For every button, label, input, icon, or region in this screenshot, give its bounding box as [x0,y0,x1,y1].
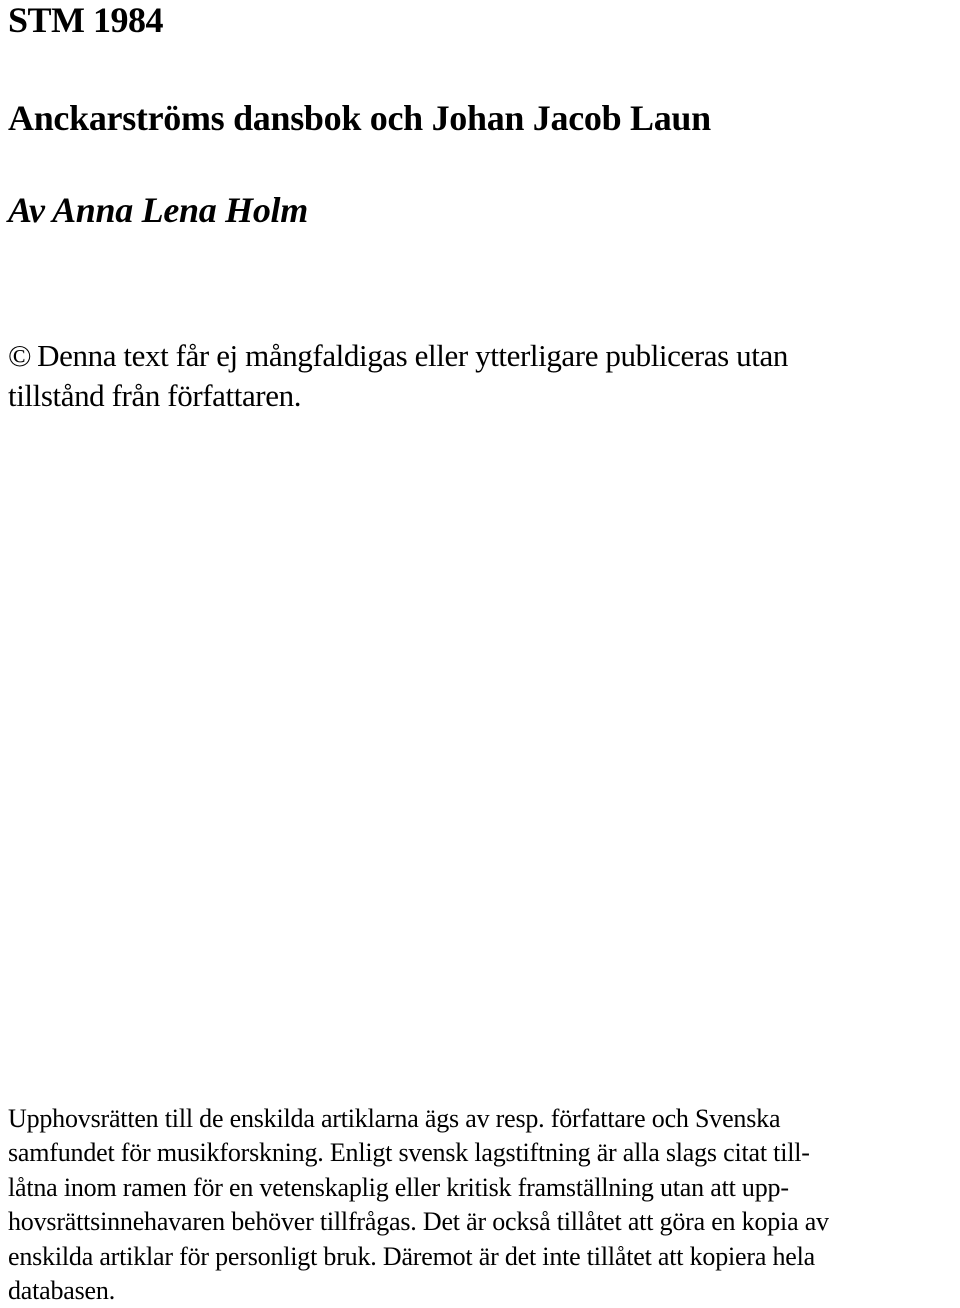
rights-statement [8,1102,958,1308]
copyright-line-1: Denna text får ej mångfaldigas eller ytterligare publiceras utan [37,338,788,373]
rights-line-5: enskilda artiklar för personligt bruk. Däremot är det inte tillåtet att kopiera hela [8,1241,815,1271]
article-title: Anckarströms dansbok och Johan Jacob Laun [8,98,711,138]
copyright-notice [8,336,948,416]
article-author: Av Anna Lena Holm [8,190,308,230]
rights-line-2: samfundet för musikforskning. Enligt svensk lagstiftning är alla slags citat till- [8,1138,810,1168]
rights-line-1: Upphovsrätten till de enskilda artiklarna ägs av resp. författare och Svenska [8,1104,781,1133]
rights-line-4: hovsrättsinnehavaren behöver tillfrågas. Det är också tillåtet att göra en kopia av [8,1207,829,1237]
copyright-icon: © [8,338,32,373]
journal-header: STM 1984 [8,0,164,40]
rights-line-6: databasen. [8,1276,116,1306]
rights-line-3: låtna inom ramen för en vetenskaplig eller kritisk framställning utan att upp- [8,1172,789,1202]
copyright-line-2: tillstånd från författaren. [8,378,302,413]
